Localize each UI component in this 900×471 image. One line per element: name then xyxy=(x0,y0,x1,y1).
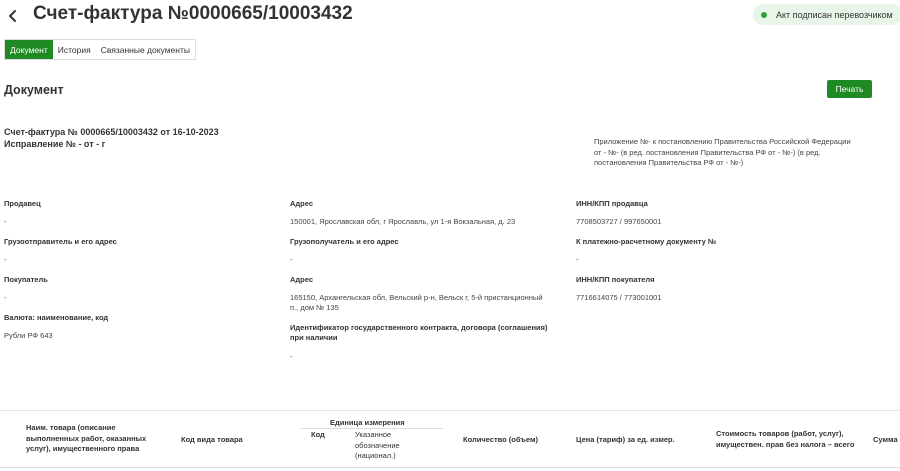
buyer-label: Покупатель xyxy=(4,275,48,284)
page-header xyxy=(0,0,900,34)
buyer-address-line: п., дом № 135 xyxy=(290,303,339,312)
header-line: Наим. товара (описание xyxy=(26,423,116,432)
column-header-sum: Сумма xyxy=(873,435,898,444)
appendix-line: постановления Правительства РФ от - №-) xyxy=(594,158,744,167)
appendix-text xyxy=(594,137,879,169)
tab-document[interactable]: Документ xyxy=(5,40,53,59)
contract-id-value: - xyxy=(290,352,293,361)
buyer-inn-label: ИНН/КПП покупателя xyxy=(576,275,655,284)
header-line: обозначение xyxy=(355,440,400,450)
header-bottom-divider xyxy=(0,467,900,468)
invoice-correction: Исправление № - от - г xyxy=(4,139,106,149)
seller-value: - xyxy=(4,217,7,226)
column-header-quantity: Количество (объем) xyxy=(463,435,538,444)
back-button[interactable] xyxy=(6,6,20,26)
header-line: (национал.) xyxy=(355,451,396,460)
column-header-type-code: Код вида товара xyxy=(181,435,243,444)
shipper-value: - xyxy=(4,255,7,264)
payment-doc-label: К платежно-расчетному документу № xyxy=(576,237,717,246)
buyer-address-line: 165150, Архангельская обл, Вельский р-н, Вельск г, 5-й пристанционный xyxy=(290,293,543,302)
consignee-value: - xyxy=(290,255,293,264)
goods-table-header xyxy=(0,410,900,471)
header-divider xyxy=(300,428,443,429)
tab-history[interactable]: История xyxy=(57,44,91,55)
seller-address-value: 150001, Ярославская обл, г Ярославль, ул 1-я Вокзальная, д. 23 xyxy=(290,217,516,226)
seller-label: Продавец xyxy=(4,199,41,208)
column-header-price: Цена (тариф) за ед. измер. xyxy=(576,435,675,444)
seller-inn-value: 7708503727 / 997650001 xyxy=(576,217,662,226)
status-badge xyxy=(753,4,900,25)
dot-icon xyxy=(761,12,767,18)
seller-address-label: Адрес xyxy=(290,199,314,208)
header-line: имуществен. прав без налога – всего xyxy=(716,439,855,449)
chevron-left-icon xyxy=(6,6,20,26)
print-button[interactable]: Печать xyxy=(827,80,872,98)
shipper-label: Грузоотправитель и его адрес xyxy=(4,237,117,246)
contract-id-label-line: при наличии xyxy=(290,333,338,342)
header-line: выполненных работ, оказанных xyxy=(26,433,147,443)
currency-value: Рубли РФ 643 xyxy=(4,331,53,340)
seller-inn-label: ИНН/КПП продавца xyxy=(576,199,648,208)
column-header-cost xyxy=(716,429,854,450)
contract-id-label xyxy=(290,323,547,343)
section-title: Документ xyxy=(4,83,64,97)
buyer-address-value xyxy=(290,293,543,313)
appendix-line: Приложение №- к постановлению Правительства Российской Федерации xyxy=(594,137,851,146)
header-line: услуг), имущественного права xyxy=(26,444,140,453)
invoice-title xyxy=(4,126,219,150)
appendix-line: от - №- (в ред. постановления Правительства РФ от - №-) (в ред. xyxy=(594,147,821,157)
contract-id-label-line: Идентификатор государственного контракта, договора (соглашения) xyxy=(290,323,548,332)
buyer-address-label: Адрес xyxy=(290,275,314,284)
invoice-number: Счет-фактура № 0000665/10003432 от 16-10-2023 xyxy=(4,127,219,137)
consignee-label: Грузополучатель и его адрес xyxy=(290,237,399,246)
buyer-inn-value: 7716614075 / 773001001 xyxy=(576,293,662,302)
tab-bar xyxy=(4,39,196,60)
page-title: Счет-фактура №0000665/10003432 xyxy=(33,3,353,24)
header-line: Стоимость товаров (работ, услуг), xyxy=(716,429,844,438)
tab-related-documents[interactable]: Связанные документы xyxy=(100,44,190,55)
column-header-unit-code: Код xyxy=(311,430,325,439)
payment-doc-value: - xyxy=(576,255,579,264)
buyer-value: - xyxy=(4,293,7,302)
column-header-name xyxy=(26,423,146,455)
header-line: Указанное xyxy=(355,430,392,439)
status-text: Акт подписан перевозчиком xyxy=(776,9,893,20)
currency-label: Валюта: наименование, код xyxy=(4,313,109,322)
column-header-unit-name xyxy=(355,430,400,462)
column-header-unit: Единица измерения xyxy=(330,418,405,427)
